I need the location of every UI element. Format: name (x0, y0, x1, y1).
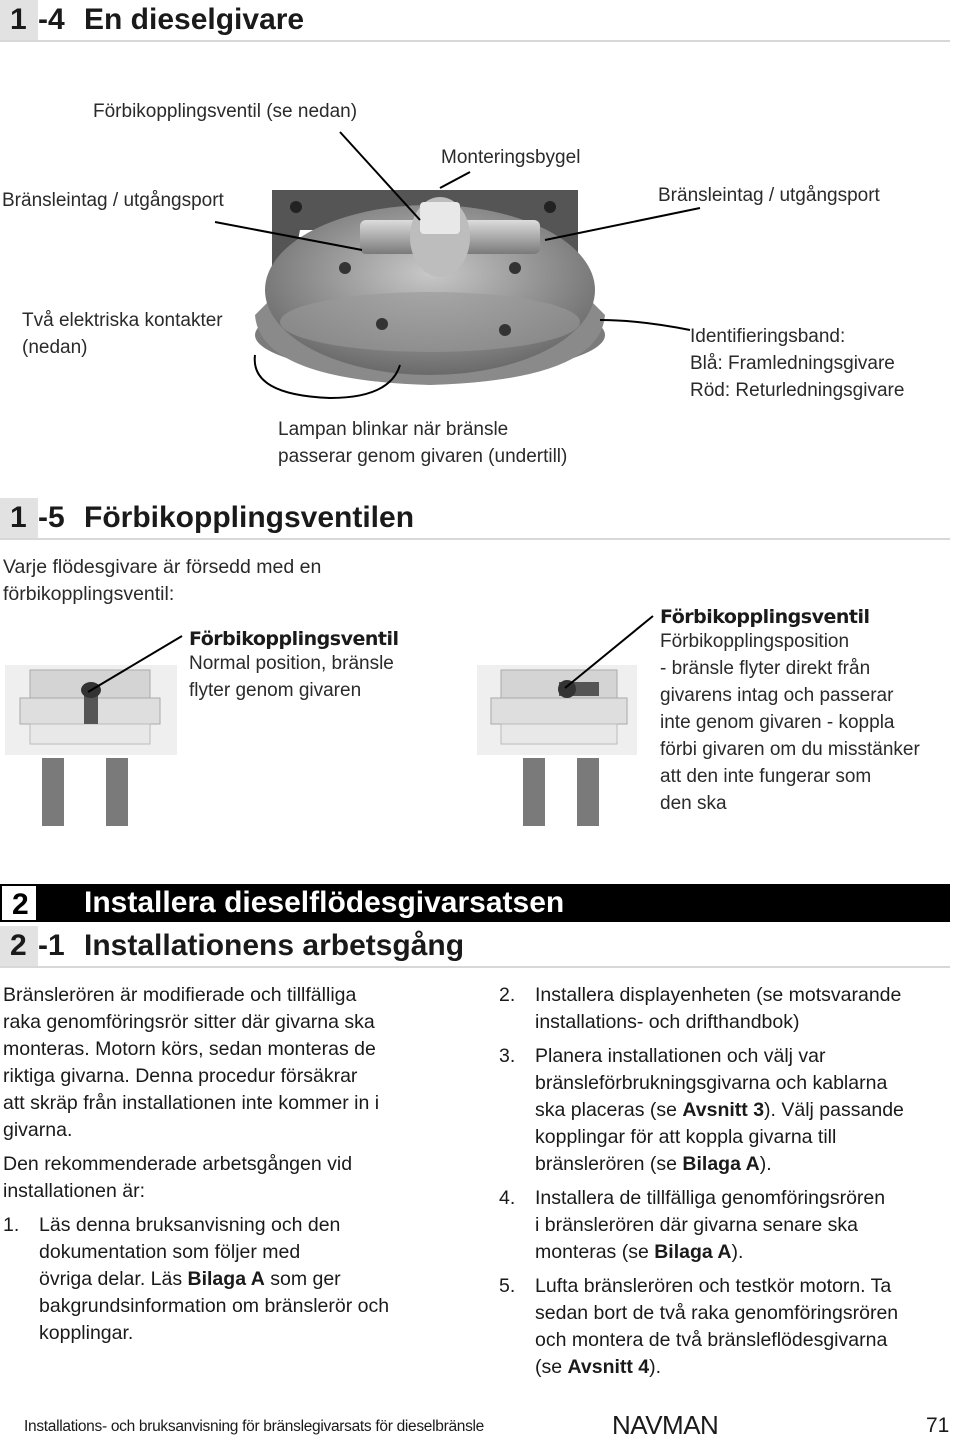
valve-bypass-line: Förbikopplingsposition (660, 631, 850, 652)
valve-bypass-line: - bränsle flyter direkt från (660, 658, 871, 679)
list-number: 4. (499, 1187, 516, 1209)
procedure-lead (3, 1151, 463, 1205)
chapter-title: Installera dieselflödesgivarsatsen (84, 886, 565, 919)
text-line: Bränslerören är modifierade och tillfälliga (3, 984, 357, 1006)
section-number: 2 (0, 926, 38, 966)
text-line: bakgrundsinformation om bränslerör och (39, 1295, 390, 1317)
label-contacts-line: (nedan) (22, 337, 88, 358)
text-line: bränslerören (se Bilaga A). (535, 1153, 772, 1175)
label-id-band-line: Blå: Framledningsgivare (690, 353, 895, 374)
valve-bypass-line: den ska (660, 793, 727, 814)
text-line: monteras (se Bilaga A). (535, 1241, 744, 1263)
text-line: Den rekommenderade arbetsgången vid (3, 1153, 353, 1175)
label-mounting-bracket: Monteringsbygel (441, 147, 581, 168)
text-line: kopplingar för att koppla givarna till (535, 1126, 837, 1148)
text-line: riktiga givarna. Denna procedur försäkrar (3, 1065, 358, 1087)
label-lamp-line: Lampan blinkar när bränsle (278, 419, 509, 440)
section-title: Förbikopplingsventilen (84, 501, 415, 534)
page-number: 71 (926, 1414, 950, 1437)
label-contacts-line: Två elektriska kontakter (22, 310, 223, 331)
section-subnumber: -4 (38, 3, 65, 36)
right-column (499, 982, 954, 1388)
text-line: raka genomföringsrör sitter där givarna ska (3, 1011, 375, 1033)
valve-bypass-title: Förbikopplingsventil (660, 606, 870, 628)
label-id-band-line: Röd: Returledningsgivare (690, 380, 905, 401)
chapter-number: 2 (0, 884, 38, 922)
text-line: att skräp från installationen inte kommer in i (3, 1092, 380, 1114)
valve-normal-line: flyter genom givaren (189, 680, 362, 701)
text-line: i bränslerören där givarna senare ska (535, 1214, 859, 1236)
list-item (499, 1185, 954, 1266)
valve-normal-caption (189, 628, 399, 704)
section-heading-1-5 (0, 498, 950, 540)
reference-bilaga-a: Bilaga A (654, 1241, 732, 1263)
text-line: installations- och drifthandbok) (535, 1011, 800, 1033)
bypass-intro-line: förbikopplingsventil: (3, 583, 175, 605)
brand-logo: NAVMAN (612, 1410, 719, 1440)
valve-bypass-line: inte genom givaren - koppla (660, 712, 895, 733)
list-number: 5. (499, 1275, 516, 1297)
section-subnumber: -1 (38, 929, 65, 962)
section-title: Installationens arbetsgång (84, 929, 465, 962)
text-line: Planera installationen och välj var (535, 1045, 826, 1067)
bypass-intro-line: Varje flödesgivare är försedd med en (3, 556, 322, 578)
text-line: och montera de två bränsleflödesgivarna (535, 1329, 888, 1351)
list-item (3, 1212, 463, 1347)
text-line: Installera de tillfälliga genomföringsrören (535, 1187, 886, 1209)
reference-avsnitt-4: Avsnitt 4 (567, 1356, 650, 1378)
left-column (3, 982, 463, 1354)
text-line: bränsleförbrukningsgivarna och kablarna (535, 1072, 888, 1094)
list-number: 2. (499, 984, 516, 1006)
list-number: 3. (499, 1045, 516, 1067)
text-line: Läs denna bruksanvisning och den (39, 1214, 341, 1236)
text-line: övriga delar. Läs Bilaga A som ger (39, 1268, 341, 1290)
label-id-band-line: Identifieringsband: (690, 326, 846, 347)
section-heading-2-1 (0, 926, 950, 968)
label-port-right: Bränsleintag / utgångsport (658, 185, 880, 206)
label-port-left: Bränsleintag / utgångsport (2, 190, 224, 211)
text-line: sedan bort de två raka genomföringsrören (535, 1302, 899, 1324)
section-number: 1 (0, 0, 38, 40)
text-line: dokumentation som följer med (39, 1241, 301, 1263)
valve-bypass-line: givarens intag och passerar (660, 685, 894, 706)
valve-bypass-illustration (475, 608, 660, 833)
text-line: monteras. Motorn körs, sedan monteras de (3, 1038, 376, 1060)
valve-bypass-line: förbi givaren om du misstänker (660, 739, 920, 760)
text-line: kopplingar. (39, 1322, 134, 1344)
label-lamp-line: passerar genom givaren (undertill) (278, 446, 568, 467)
label-bypass-valve: Förbikopplingsventil (se nedan) (93, 101, 358, 122)
valve-bypass-caption (660, 606, 920, 817)
text-line: Installera displayenheten (se motsvarande (535, 984, 902, 1006)
text-line: Lufta bränslerören och testkör motorn. Ta (535, 1275, 892, 1297)
label-lamp (278, 416, 567, 470)
text-line: givarna. (3, 1119, 73, 1141)
valve-normal-line: Normal position, bränsle (189, 653, 394, 674)
reference-avsnitt-3: Avsnitt 3 (682, 1099, 765, 1121)
text-line: installationen är: (3, 1180, 146, 1202)
valve-bypass-line: att den inte fungerar som (660, 766, 872, 787)
text-line: ska placeras (se Avsnitt 3). Välj passande (535, 1099, 904, 1121)
bypass-intro (3, 554, 321, 608)
section-subnumber: -5 (38, 501, 65, 534)
label-id-band (690, 323, 904, 404)
procedure-intro (3, 982, 463, 1144)
section-heading-1-4 (0, 0, 950, 42)
list-item (499, 1043, 954, 1178)
list-item (499, 982, 954, 1036)
reference-bilaga-a: Bilaga A (682, 1153, 760, 1175)
footer-text: Installations- och bruksanvisning för bränslegivarsats för dieselbränsle (24, 1418, 485, 1435)
section-number: 1 (0, 498, 38, 538)
list-item (499, 1273, 954, 1381)
section-title: En dieselgivare (84, 3, 305, 36)
chapter-heading-2 (0, 884, 950, 922)
valve-normal-title: Förbikopplingsventil (189, 628, 399, 650)
text-line: (se Avsnitt 4). (535, 1356, 662, 1378)
reference-bilaga-a: Bilaga A (187, 1268, 265, 1290)
list-number: 1. (3, 1214, 20, 1236)
label-contacts (22, 307, 223, 361)
